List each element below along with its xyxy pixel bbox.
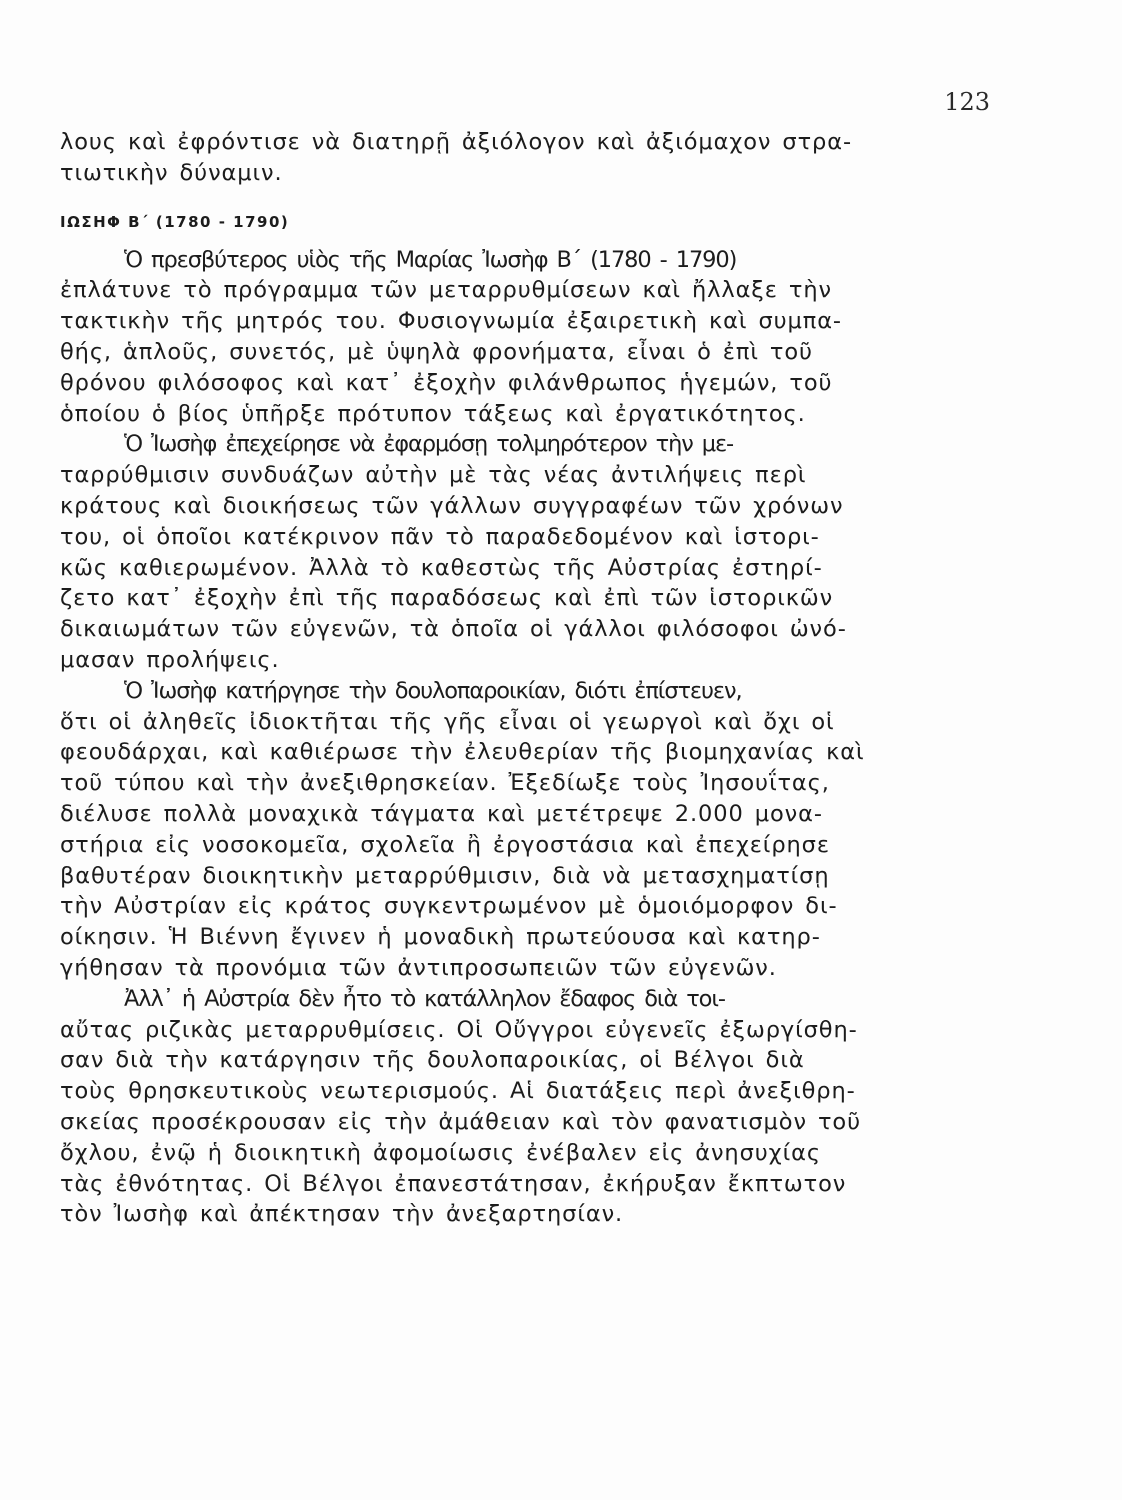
text-line: διέλυσε πολλὰ μοναχικὰ τάγματα καὶ μετέτρεψε 2.000 μονα- (60, 800, 823, 827)
paragraph (60, 984, 1004, 1230)
text-line: τακτικὴν τῆς μητρός του. Φυσιογνωμία ἐξαιρετικὴ καὶ συμπα- (60, 308, 842, 335)
text-line: σκείας προσέκρουσαν εἰς τὴν ἀμάθειαν καὶ τὸν φανατισμὸν τοῦ (60, 1108, 861, 1135)
text-line: γήθησαν τὰ προνόμια τῶν ἀντιπροσωπειῶν τῶν εὐγενῶν. (60, 954, 777, 981)
paragraph (60, 429, 1004, 675)
text-line: ἐπλάτυνε τὸ πρόγραμμα τῶν μεταρρυθμίσεων καὶ ἤλλαξε τὴν (60, 277, 832, 304)
body-text (60, 127, 1004, 1230)
text-line: τοὺς θρησκευτικοὺς νεωτερισμούς. Αἱ διατάξεις περὶ ἀνεξιθρη- (60, 1078, 856, 1105)
text-line: κῶς καθιερωμένον. Ἀλλὰ τὸ καθεστὼς τῆς Αὐστρίας ἐστηρί- (60, 554, 823, 581)
text-line: ὅτι οἱ ἀληθεῖς ἰδιοκτῆται τῆς γῆς εἶναι οἱ γεωργοὶ καὶ ὄχι οἱ (60, 708, 835, 735)
section-heading: ΙΩΣΗΦ Β΄ (1780 - 1790) (60, 212, 290, 231)
page-number: 123 (944, 88, 990, 116)
text-line: κράτους καὶ διοικήσεως τῶν γάλλων συγγραφέων τῶν χρόνων (60, 492, 844, 519)
text-line: ὁποίου ὁ βίος ὑπῆρξε πρότυπον τάξεως καὶ ἐργατικότητος. (60, 400, 806, 427)
text-line: Ὁ Ἰωσὴφ ἐπεχείρησε νὰ ἐφαρμόσῃ τολμηρότερον τὴν με- (124, 431, 734, 458)
text-line: Ὁ πρεσβύτερος υἱὸς τῆς Μαρίας Ἰωσὴφ Β΄ (1780 - 1790) (124, 246, 737, 273)
text-line: θής, ἁπλοῦς, συνετός, μὲ ὑψηλὰ φρονήματα, εἶναι ὁ ἐπὶ τοῦ (60, 338, 813, 365)
paragraph (60, 245, 1004, 430)
text-line: φεουδάρχαι, καὶ καθιέρωσε τὴν ἐλευθερίαν τῆς βιομηχανίας καὶ (60, 739, 865, 766)
text-line: Ἀλλ᾽ ἡ Αὐστρία δὲν ἦτο τὸ κατάλληλον ἔδαφος διὰ τοι- (124, 985, 725, 1012)
paragraph (60, 127, 1004, 189)
text-line: δικαιωμάτων τῶν εὐγενῶν, τὰ ὁποῖα οἱ γάλλοι φιλόσοφοι ὠνό- (60, 616, 847, 643)
text-line: τοῦ τύπου καὶ τὴν ἀνεξιθρησκείαν. Ἐξεδίωξε τοὺς Ἰησουΐτας, (60, 770, 830, 797)
text-line: αὔτας ριζικὰς μεταρρυθμίσεις. Οἱ Οὔγγροι εὐγενεῖς ἐξωργίσθη- (60, 1016, 858, 1043)
text-line: μασαν προλήψεις. (60, 646, 280, 673)
text-line: τὸν Ἰωσὴφ καὶ ἀπέκτησαν τὴν ἀνεξαρτησίαν. (60, 1201, 624, 1228)
text-line: τὰς ἐθνότητας. Οἱ Βέλγοι ἐπανεστάτησαν, ἐκήρυξαν ἔκπτωτον (60, 1170, 847, 1197)
text-line: σαν διὰ τὴν κατάργησιν τῆς δουλοπαροικίας, οἱ Βέλγοι διὰ (60, 1047, 805, 1074)
text-line: ζετο κατ᾽ ἐξοχὴν ἐπὶ τῆς παραδόσεως καὶ ἐπὶ τῶν ἱστορικῶν (60, 585, 834, 612)
text-line: Ὁ Ἰωσὴφ κατήργησε τὴν δουλοπαροικίαν, διότι ἐπίστευεν, (124, 677, 742, 704)
paragraph (60, 676, 1004, 984)
text-line: τιωτικὴν δύναμιν. (60, 159, 283, 186)
text-line: ὄχλου, ἐνῷ ἡ διοικητικὴ ἀφομοίωσις ἐνέβαλεν εἰς ἀνησυχίας (60, 1139, 821, 1166)
text-line: οίκησιν. Ἡ Βιέννη ἔγινεν ἡ μοναδικὴ πρωτεύουσα καὶ κατηρ- (60, 924, 821, 951)
text-line: βαθυτέραν διοικητικὴν μεταρρύθμισιν, διὰ νὰ μετασχηματίσῃ (60, 862, 830, 889)
text-line: του, οἱ ὁποῖοι κατέκρινον πᾶν τὸ παραδεδομένον καὶ ἱστορι- (60, 523, 820, 550)
text-line: λους καὶ ἐφρόντισε νὰ διατηρῇ ἀξιόλογον καὶ ἀξιόμαχον στρα- (60, 129, 852, 155)
text-line: στήρια εἰς νοσοκομεῖα, σχολεῖα ἢ ἐργοστάσια καὶ ἐπεχείρησε (60, 831, 830, 858)
text-line: θρόνου φιλόσοφος καὶ κατ᾽ ἐξοχὴν φιλάνθρωπος ἡγεμών, τοῦ (60, 369, 833, 396)
text-line: ταρρύθμισιν συνδυάζων αὐτὴν μὲ τὰς νέας ἀντιλήψεις περὶ (60, 462, 807, 489)
text-line: τὴν Αὐστρίαν εἰς κράτος συγκεντρωμένον μὲ ὁμοιόμορφον δι- (60, 893, 838, 920)
